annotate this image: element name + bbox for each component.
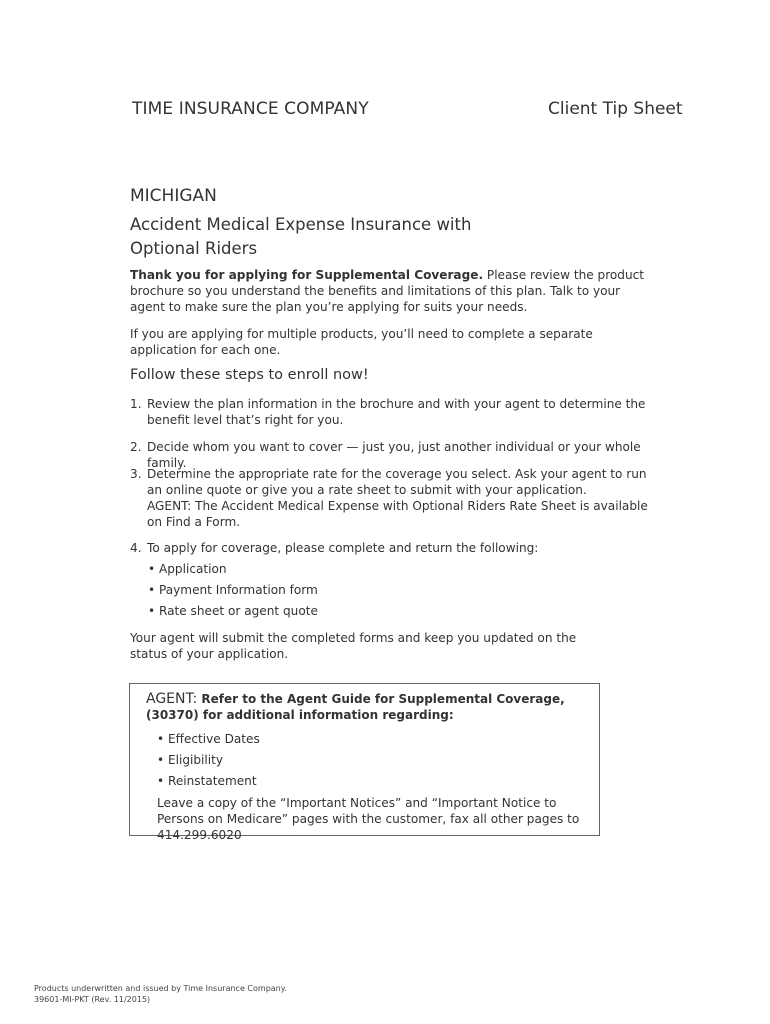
agent-submit-paragraph: Your agent will submit the completed forms and keep you updated on the status of your application. — [130, 631, 577, 661]
agent-item-reinstatement: • Reinstatement — [157, 774, 257, 788]
list-item-payment-form: • Payment Information form — [148, 583, 318, 597]
step-number: 3. — [130, 467, 142, 481]
step-text: Determine the appropriate rate for the coverage you select. Ask your agent to run an online quote or give you a rate sheet to submit with your application. — [147, 467, 647, 497]
step-number: 2. — [130, 440, 142, 454]
list-item-rate-sheet: • Rate sheet or agent quote — [148, 604, 318, 618]
step-agent-note: AGENT: The Accident Medical Expense with Optional Riders Rate Sheet is available on Find a Form. — [147, 499, 648, 529]
step-number: 1. — [130, 397, 142, 411]
step-3 — [130, 466, 650, 530]
list-item-application: • Application — [148, 562, 227, 576]
footer-underwriter: Products underwritten and issued by Time Insurance Company. — [34, 984, 287, 993]
agent-box-intro — [146, 691, 586, 723]
intro-rest: Please review the product brochure so you understand the benefits and limitations of this plan. Talk to your agent to make sure the plan you’re applying for suits your needs. — [130, 268, 645, 314]
agent-item-eligibility: • Eligibility — [157, 753, 224, 767]
step-4 — [130, 540, 670, 556]
agent-box-note: Leave a copy of the “Important Notices” and “Important Notice to Persons on Medicare” pages with the customer, fax all other pages to 414.299.6020 — [157, 796, 580, 842]
steps-heading: Follow these steps to enroll now! — [130, 367, 369, 383]
intro-lead: Thank you for applying for Supplemental Coverage. — [130, 268, 484, 282]
multiple-products-paragraph: If you are applying for multiple products, you’ll need to complete a separate application for each one. — [130, 327, 593, 357]
state-heading: MICHIGAN — [130, 186, 217, 206]
step-text: Review the plan information in the brochure and with your agent to determine the benefit level that’s right for you. — [147, 397, 646, 427]
footer-form-number: 39601-MI-PKT (Rev. 11/2015) — [34, 995, 151, 1004]
step-number: 4. — [130, 541, 142, 555]
document-type: Client Tip Sheet — [548, 99, 683, 119]
agent-item-effective-dates: • Effective Dates — [157, 732, 260, 746]
step-text: Decide whom you want to cover — just you, just another individual or your whole family. — [147, 440, 641, 470]
agent-intro-text: Refer to the Agent Guide for Supplemental Coverage, (30370) for additional information regarding: — [146, 692, 565, 722]
step-text: To apply for coverage, please complete and return the following: — [147, 541, 539, 555]
intro-paragraph — [130, 267, 645, 315]
step-1 — [130, 396, 675, 428]
agent-label: AGENT: — [146, 691, 198, 707]
product-title: Accident Medical Expense Insurance with Optional Riders — [130, 215, 472, 258]
company-name: TIME INSURANCE COMPANY — [132, 99, 369, 119]
